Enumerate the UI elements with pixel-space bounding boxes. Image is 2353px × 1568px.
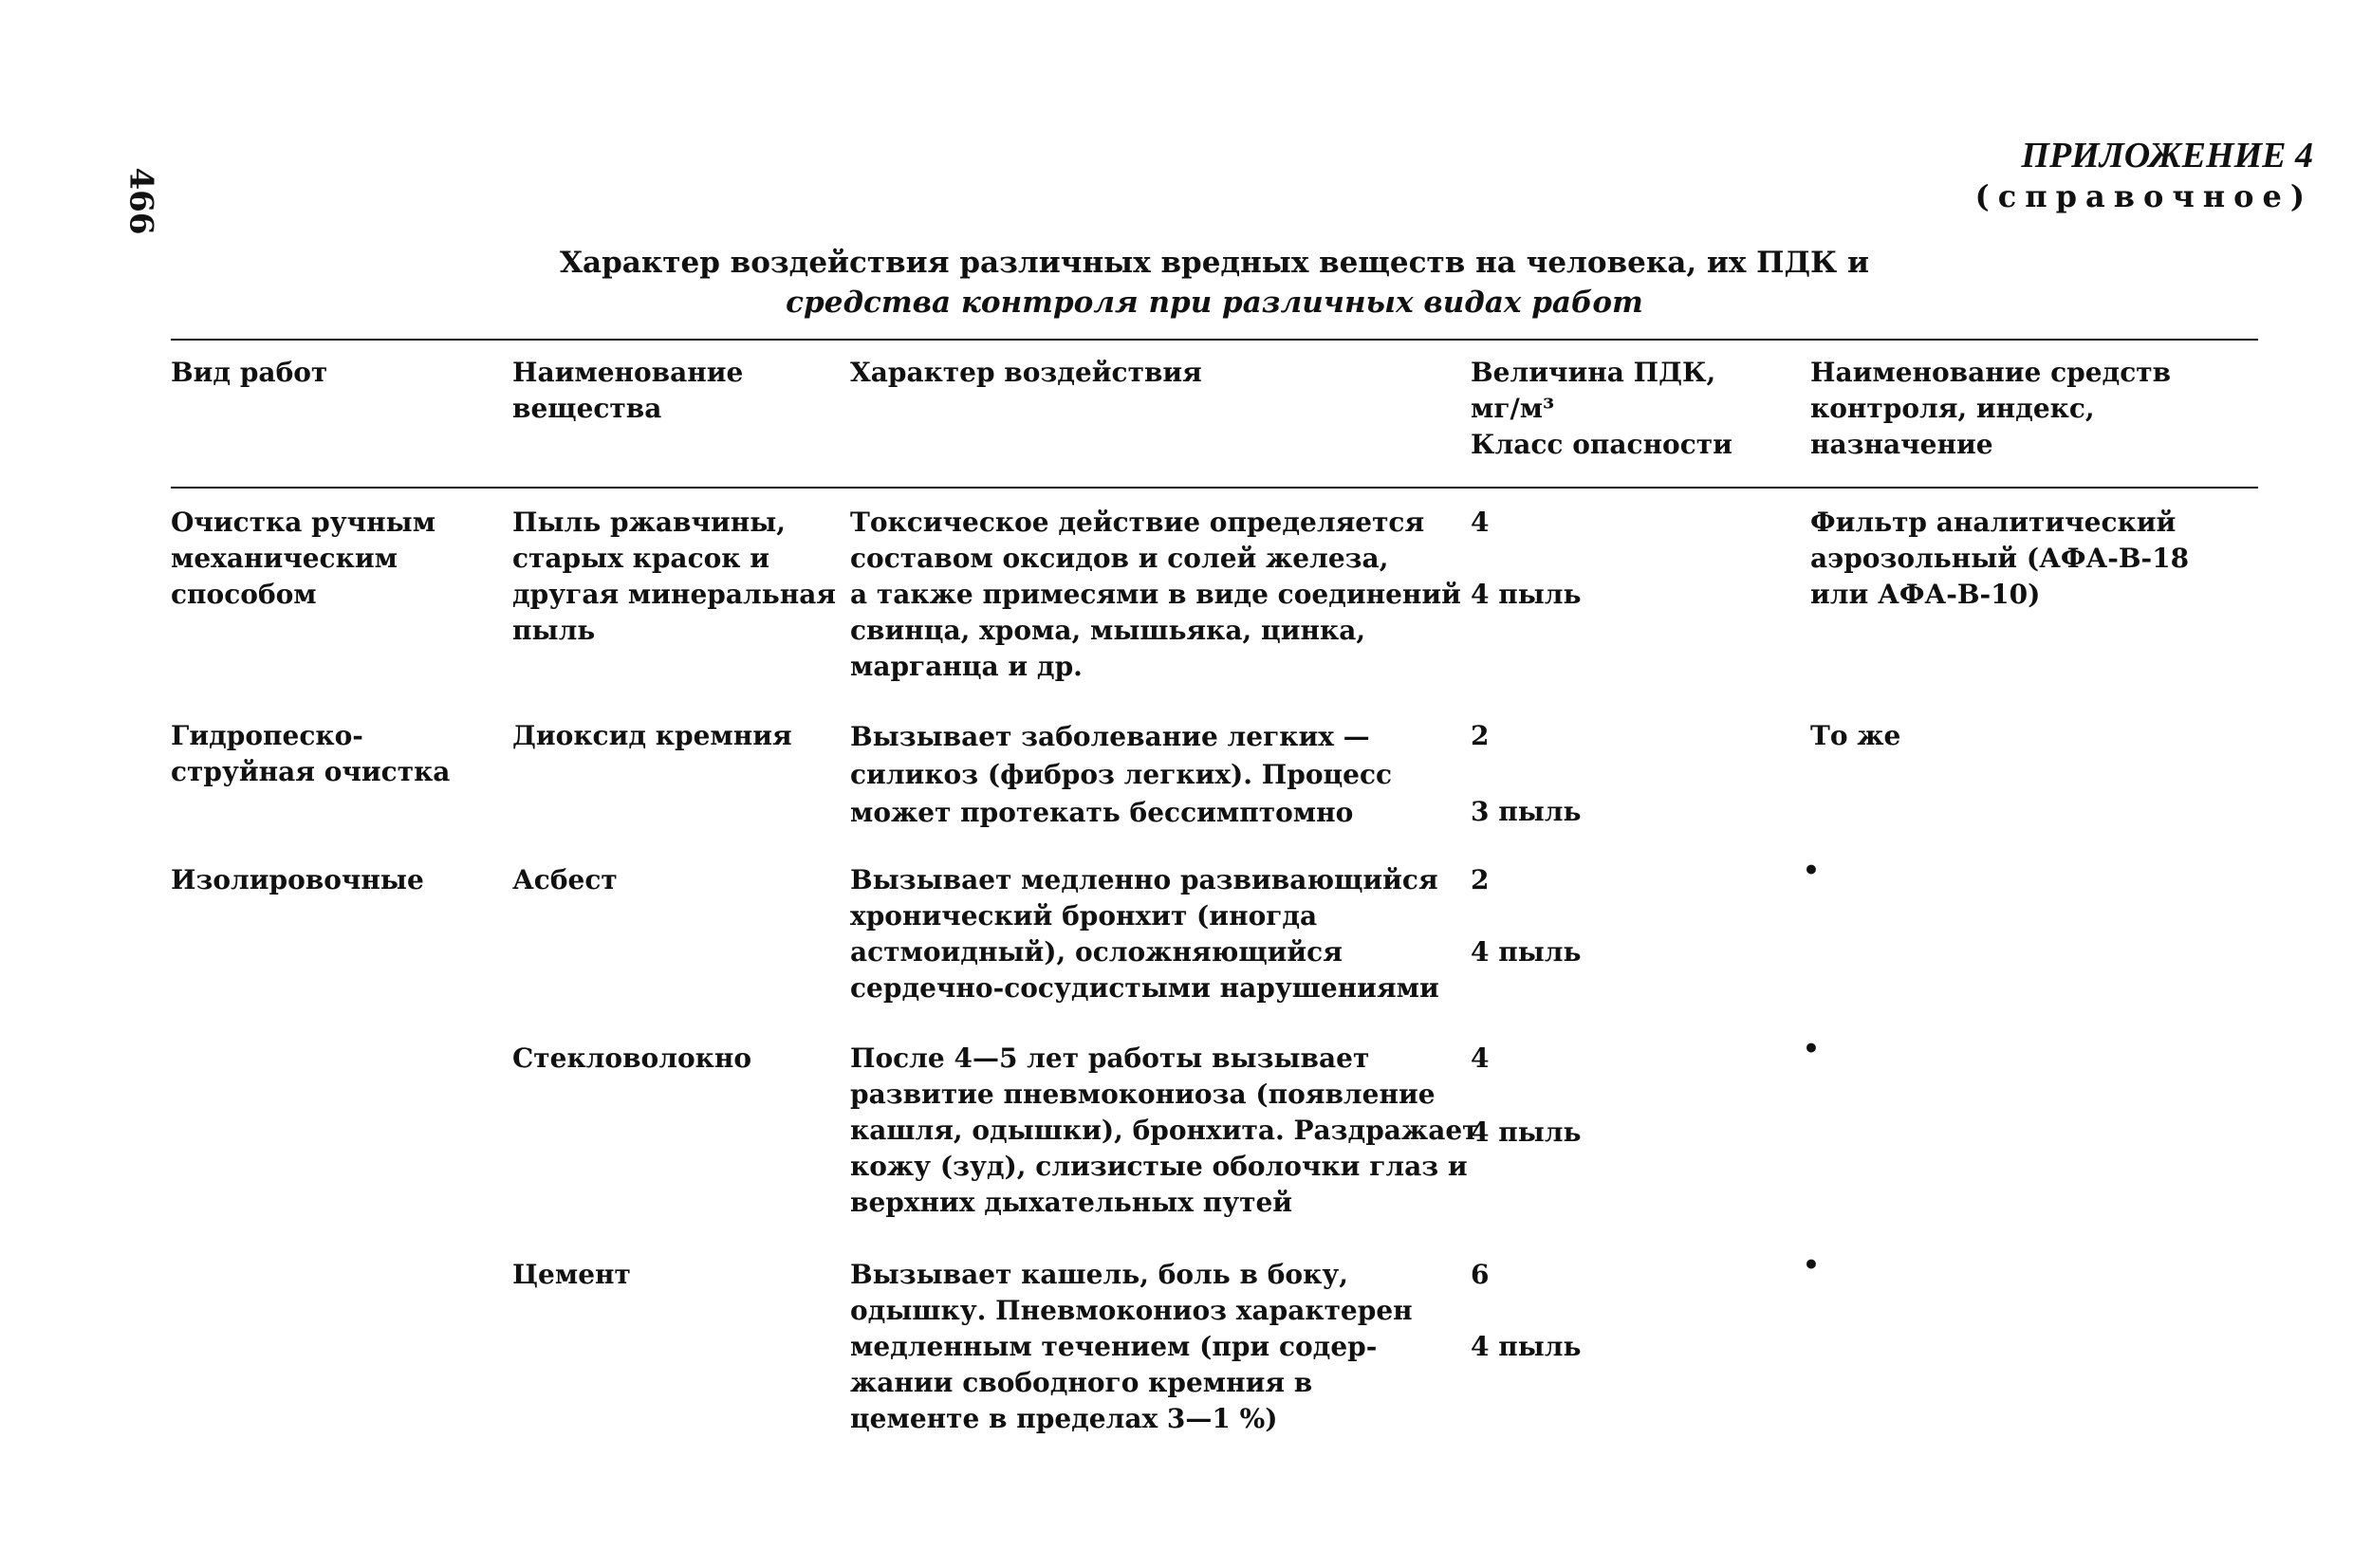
- ditto-mark: •: [1803, 1033, 1820, 1064]
- cell-pdk: [1471, 1041, 1793, 1154]
- cell-line: или АФА-В-10): [1810, 579, 2041, 610]
- cell-line: струйная очистка: [171, 756, 451, 787]
- appendix-subtitle: (справочное): [1974, 178, 2313, 214]
- document-title-line-1: Характер воздействия различных вредных веществ на человека, их ПДК и: [559, 246, 1869, 280]
- cell-line: Пыль ржавчины,: [512, 507, 787, 538]
- header-line: Наименование средств: [1810, 357, 2172, 388]
- cell-pdk: [1471, 862, 1793, 976]
- header-line: Характер воздействия: [850, 357, 1202, 388]
- cell-pdk: [1471, 1257, 1793, 1371]
- pdk-value: 4: [1471, 1042, 1490, 1074]
- table-top-rule: [171, 339, 2258, 341]
- cell-pdk: [1471, 505, 1793, 618]
- cell-line: составом оксидов и солей железа,: [850, 543, 1389, 574]
- cell-line: астмоидный), осложняющийся: [850, 936, 1343, 968]
- ditto-mark: •: [1803, 1249, 1820, 1281]
- header-work-type: [171, 355, 493, 391]
- cell-line: Изолировочные: [171, 864, 424, 895]
- cell-line: Фильтр аналитический: [1810, 507, 2177, 538]
- cell-line: способом: [171, 579, 317, 610]
- pdk-hazard-class: 4 пыль: [1471, 1331, 1582, 1362]
- cell-line: марганца и др.: [850, 651, 1083, 682]
- cell-line: хронический бронхит (иногда: [850, 900, 1318, 932]
- cell-work-type: [171, 862, 493, 898]
- cell-line: Гидропеско-: [171, 720, 363, 751]
- header-line: вещества: [512, 393, 662, 424]
- cell-line: аэрозольный (АФА-В-18: [1810, 543, 2190, 574]
- table-header-rule: [171, 487, 2258, 489]
- cell-line: свинца, хрома, мышьяка, цинка,: [850, 615, 1366, 646]
- pdk-value: 2: [1471, 720, 1490, 751]
- header-line: Класс опасности: [1471, 429, 1732, 460]
- cell-line: старых красок и: [512, 543, 770, 574]
- cell-line: механическим: [171, 543, 398, 574]
- cell-line: кожу (зуд), слизистые оболочки глаз и: [850, 1151, 1468, 1182]
- cell-effect: [850, 862, 1457, 1006]
- cell-line: Вызывает заболевание легких —: [850, 721, 1370, 752]
- header-line: Величина ПДК,: [1471, 357, 1716, 388]
- cell-effect: [850, 718, 1457, 832]
- ditto-mark: •: [1803, 855, 1820, 886]
- cell-control: [1810, 505, 2256, 613]
- appendix-title: ПРИЛОЖЕНИЕ 4: [2021, 136, 2313, 175]
- cell-line: а также примесями в виде соединений: [850, 579, 1461, 610]
- header-effect: [850, 355, 1457, 391]
- cell-line: Стекловолокно: [512, 1042, 752, 1074]
- cell-pdk: [1471, 718, 1793, 832]
- pdk-hazard-class: 3 пыль: [1471, 796, 1582, 827]
- document-title-line-2: средства контроля при различных видах работ: [786, 286, 1643, 320]
- cell-line: Токсическое действие определяется: [850, 507, 1425, 538]
- document-title: [171, 243, 2258, 323]
- cell-effect: [850, 1257, 1457, 1437]
- header-line: назначение: [1810, 429, 1993, 460]
- cell-line: медленным течением (при содер-: [850, 1331, 1378, 1362]
- cell-line: развитие пневмокониоза (появление: [850, 1079, 1436, 1110]
- cell-line: пыль: [512, 615, 596, 646]
- cell-line: После 4—5 лет работы вызывает: [850, 1042, 1370, 1074]
- cell-line: кашля, одышки), бронхита. Раздражает: [850, 1115, 1479, 1146]
- pdk-hazard-class: 4 пыль: [1471, 579, 1582, 610]
- page-number: 466: [121, 167, 160, 235]
- cell-substance: [512, 505, 835, 649]
- cell-line: может протекать бессимптомно: [850, 797, 1354, 828]
- cell-line: Цемент: [512, 1259, 631, 1290]
- cell-line: силикоз (фиброз легких). Процесс: [850, 759, 1393, 790]
- cell-effect: [850, 505, 1461, 685]
- header-pdk: [1471, 355, 1793, 463]
- pdk-hazard-class: 4 пыль: [1471, 936, 1582, 968]
- cell-line: цементе в пределах 3—1 %): [850, 1403, 1278, 1434]
- cell-effect: [850, 1041, 1479, 1221]
- cell-substance: [512, 1041, 835, 1077]
- header-line: Наименование: [512, 357, 744, 388]
- cell-line: другая минеральная: [512, 579, 837, 610]
- cell-line: верхних дыхательных путей: [850, 1187, 1293, 1218]
- header-line: мг/м³: [1471, 393, 1555, 424]
- header-line: контроля, индекс,: [1810, 393, 2095, 424]
- cell-line: Вызывает медленно развивающийся: [850, 864, 1438, 895]
- header-control: [1810, 355, 2256, 463]
- header-line: Вид работ: [171, 357, 328, 388]
- cell-line: жании свободного кремния в: [850, 1367, 1313, 1398]
- pdk-value: 4: [1471, 507, 1490, 538]
- cell-work-type: [171, 718, 493, 790]
- pdk-value: 2: [1471, 864, 1490, 895]
- cell-line: Очистка ручным: [171, 507, 436, 538]
- cell-line: одышку. Пневмокониоз характерен: [850, 1295, 1413, 1326]
- cell-line: Вызывает кашель, боль в боку,: [850, 1259, 1348, 1290]
- cell-line: сердечно-сосудистыми нарушениями: [850, 972, 1439, 1004]
- cell-substance: [512, 1257, 835, 1293]
- cell-line: Асбест: [512, 864, 618, 895]
- cell-control: [1810, 718, 2256, 754]
- cell-work-type: [171, 505, 493, 613]
- cell-substance: [512, 718, 835, 754]
- cell-line: Диоксид кремния: [512, 720, 792, 751]
- pdk-value: 6: [1471, 1259, 1490, 1290]
- header-substance: [512, 355, 835, 427]
- cell-line: То же: [1810, 720, 1901, 751]
- pdk-hazard-class: 4 пыль: [1471, 1116, 1582, 1148]
- cell-substance: [512, 862, 835, 898]
- appendix-heading: [1975, 137, 2313, 218]
